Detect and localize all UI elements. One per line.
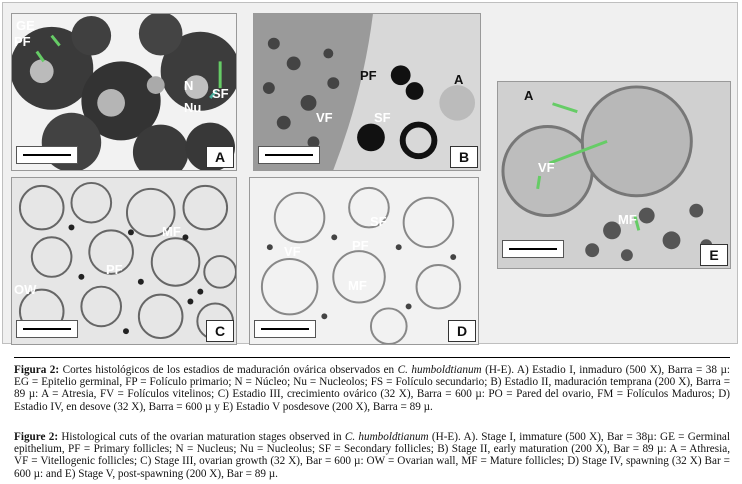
micrograph-panel-a [11, 13, 237, 171]
caption-spanish [14, 364, 730, 413]
label-pf: PF [106, 262, 123, 277]
panel-letter-e: E [700, 244, 728, 266]
label-sf: SF [374, 110, 391, 125]
micrograph-panel-c [11, 177, 237, 345]
micrograph-panel-e [497, 81, 731, 269]
scale-bar [502, 240, 564, 258]
panel-letter-b: B [450, 146, 478, 168]
label-pf: PF [352, 238, 369, 253]
label-nu: Nu [184, 100, 202, 115]
figure-frame [2, 2, 738, 344]
label-a: A [524, 88, 534, 103]
label-pf: PF [360, 68, 377, 83]
micrograph-panel-b [253, 13, 481, 171]
caption-body: (H-E). A). Stage I, immature (500 X), Bar = 38µ: GE = Germinal epithelium, PF = Primary follicles; N = Nucleus; Nu = Nucleolus; SF = Secondary follicles; B) Stage II, early maturation (200 X), Bar = 89 µ: A = Athresia, VF = Vitellogenic follicles; C) Stage III, ovarian growth (32 X), Bar = 600 µ: OW = Ovarian wall, MF = Mature follicles; D) Stage IV, spawning (32 X) Bar = 600 µ: and E) Stage V, post-spawning (200 X), Bar = 89 µ. [14, 431, 730, 480]
micrograph-panel-d [249, 177, 479, 345]
panel-letter-a: A [206, 146, 234, 168]
label-ow: OW [14, 282, 37, 297]
scale-bar [16, 320, 78, 338]
label-mf: MF [348, 278, 367, 293]
caption-pre-species: Histological cuts of the ovarian maturation stages observed in [61, 431, 342, 443]
caption-divider [14, 357, 730, 358]
label-a: A [454, 72, 464, 87]
caption-lead: Figure 2: [14, 431, 59, 443]
label-ge: GE [16, 18, 35, 33]
label-n: N [184, 78, 194, 93]
caption-pre-species: Cortes histológicos de los estadios de maduración ovárica observados en [62, 364, 395, 376]
label-sf: SF [212, 86, 229, 101]
species-name: C. humboldtianum [344, 431, 429, 443]
caption-body: (H-E). A) Estadio I, inmaduro (500 X), Barra = 38 µ: EG = Epitelio germinal, FP = Folículo primario; N = Núcleo; Nu = Nucleolos; FS = Folículo secundario; B) Estadio II, maduración temprana (200 X), Barra = 89 µ: A = Atresia, FV = Folículos vitelinos; C) Estadio III, crecimiento ovárico (32 X), Barra = 600 µ: PO = Pared del ovario, FM = Folículos Maduros; D) Estadio IV, en desove (32 X), Barra = 600 µ y E) Estadio V posdesove (200 X), Barra = 89 µ. [14, 364, 731, 413]
scale-bar [254, 320, 316, 338]
scale-bar [16, 146, 78, 164]
label-mf: MF [618, 212, 637, 227]
label-sf: SF [370, 214, 387, 229]
panel-letter-c: C [206, 320, 234, 342]
panel-letter-d: D [448, 320, 476, 342]
caption-lead: Figura 2: [14, 364, 60, 376]
label-vf: VF [284, 244, 301, 259]
scale-bar [258, 146, 320, 164]
label-mf: MF [162, 224, 181, 239]
label-vf: VF [538, 160, 555, 175]
caption-english [14, 431, 730, 480]
label-pf: PF [14, 34, 31, 49]
species-name: C. humboldtianum [397, 364, 482, 376]
label-vf: VF [316, 110, 333, 125]
